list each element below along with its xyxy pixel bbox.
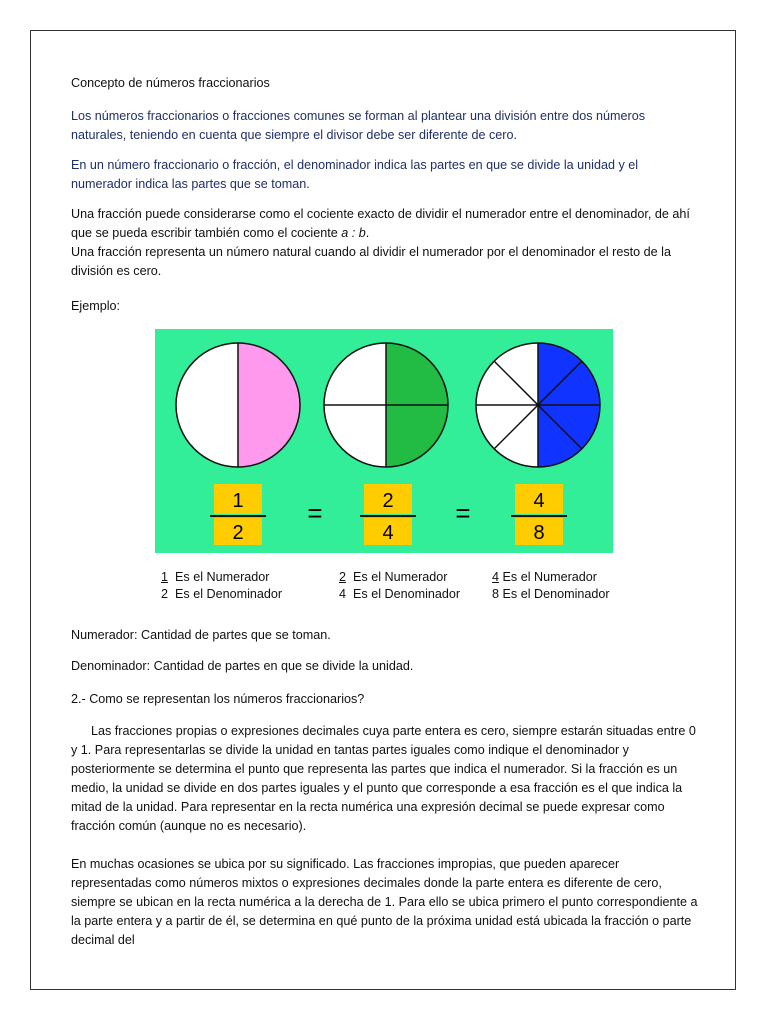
circle-half [176,343,300,467]
fraction-denominator: 2 [232,522,244,544]
paragraph-definition: Los números fraccionarios o fracciones comunes se forman al plantear una división entre dos números naturales, teniendo en cuenta que siempre el divisor debe ser diferente de cero. [71,109,646,142]
caption-denominator-label: Es el Denominador [353,587,461,601]
caption-denominator: 2 [161,587,169,601]
caption-numerator-label: Es el Numerador [353,570,448,584]
example-label: Ejemplo: [71,299,120,313]
caption-numerator-label: Es el Numerador [175,570,270,584]
fraction-numerator: 2 [382,490,394,512]
fraction-numerator: 4 [533,490,545,512]
quotient-end: . [365,226,370,240]
paragraph-natural: Una fracción representa un número natural cuando al dividir el numerador por el denominador el resto de la división es cero. [71,245,671,278]
caption-numerator: 2 [339,570,347,584]
section-heading: 2.- Como se representan los números fraccionarios? [71,692,365,706]
caption-denominator: 8 [492,587,500,601]
fraction-denominator: 8 [533,522,545,544]
caption-denominator-label: Es el Denominador [175,587,283,601]
paragraph-improper-fractions: En muchas ocasiones se ubica por su significado. Las fracciones impropias, que pueden aparecer representadas como números mixtos o expresiones decimales donde la parte entera es diferente de cero, siempre se ubican en la recta numérica a la derecha de 1. Para ello se ubica primero el punto correspondiente a la parte entera y a partir de él, se determina en qué punto de la próxima unidad está ubicada la fracción o parte decimal del [71,857,698,947]
paragraph-proper-fractions: Las fracciones propias o expresiones decimales cuya parte entera es cero, siempre estarán situadas entre 0 y 1. Para representarlas se divide la unidad en tantas partes iguales como indique el denominador y posteriormente se determina el punto que representa las partes que indica el numerador. Si la fracción es un medio, la unidad se divide en dos partes iguales y el punto que corresponde a esa fracción es el que indica la mitad de la unidad. Para representar en la recta numérica una expresión decimal se puede expresar como fracción común (aunque no es necesario). [71,724,696,833]
fraction-figure [155,329,613,553]
caption-denominator: 4 [339,587,347,601]
paragraph-denominator: En un número fraccionario o fracción, el denominador indica las partes en que se divide la unidad y el numerador indica las partes que se toman. [71,158,639,191]
equals-sign: = [307,498,323,528]
caption-numerator: 4 [492,570,500,584]
caption-3 [492,569,610,603]
caption-2 [339,569,460,603]
caption-numerator: 1 [161,570,169,584]
quotient-math: a : b [341,226,366,240]
caption-numerator-label: Es el Numerador [502,570,598,584]
circle-quarters [324,343,448,467]
circle-eighths [476,343,600,467]
quotient-text: Una fracción puede considerarse como el cociente exacto de dividir el numerador entre el denominador, de ahí que se pueda escribir también como el cociente [71,207,690,240]
fraction-numerator: 1 [232,490,244,512]
paragraph-quotient [71,205,699,243]
caption-denominator-label: Es el Denominador [502,587,610,601]
caption-1 [161,569,282,603]
document-title: Concepto de números fraccionarios [71,76,270,90]
definition-denominador: Denominador: Cantidad de partes en que se divide la unidad. [71,659,414,673]
equals-sign: = [455,498,471,528]
definition-numerador: Numerador: Cantidad de partes que se toman. [71,628,331,642]
fraction-denominator: 4 [382,522,394,544]
